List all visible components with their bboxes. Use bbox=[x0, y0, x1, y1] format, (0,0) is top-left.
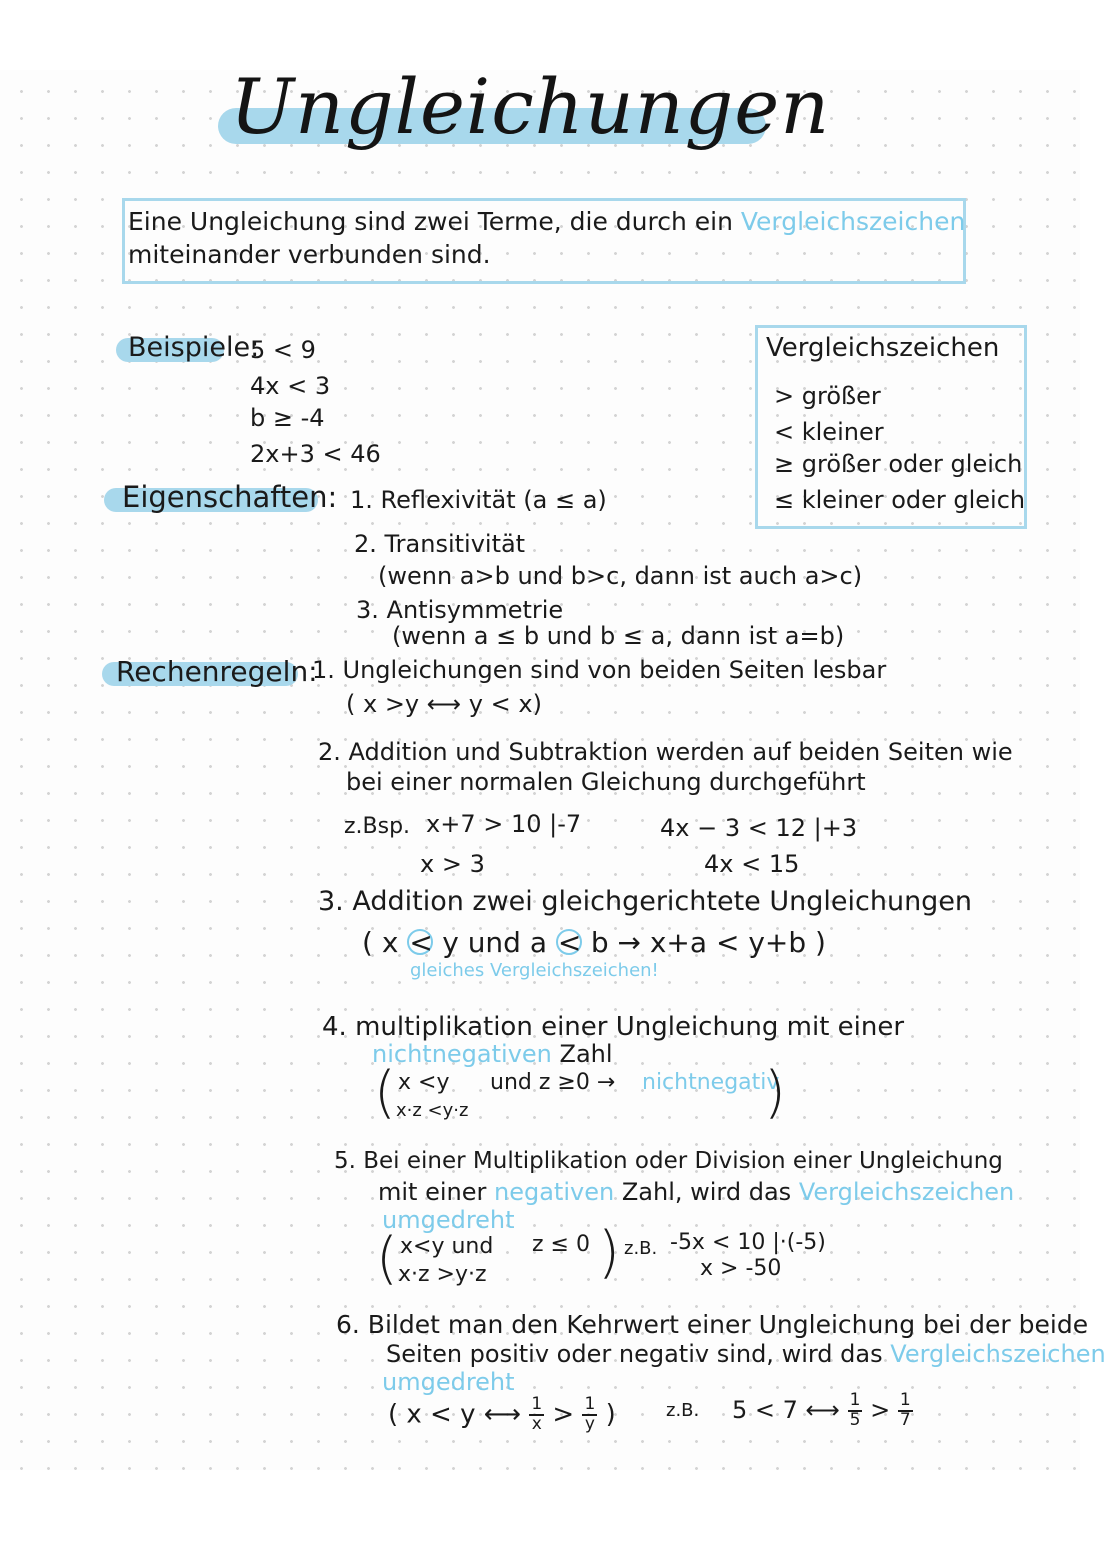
property-transitivity: 2. Transitivität bbox=[354, 530, 526, 558]
comparison-item: < kleiner bbox=[774, 418, 884, 446]
rule-6-example-label: z.B. bbox=[666, 1400, 700, 1421]
rule-1-detail: ( x >y ⟷ y < x) bbox=[346, 690, 542, 718]
rule-5-close-paren: ) bbox=[598, 1220, 620, 1285]
rule-3-title: 3. Addition zwei gleichgerichtete Ungleichungen bbox=[318, 886, 973, 917]
rule-2-example-1b: x > 3 bbox=[420, 850, 485, 878]
rule-4-highlight: nichtnegativen bbox=[372, 1040, 552, 1068]
rule-6-line-2 bbox=[386, 1340, 1106, 1368]
rule-3-mid: y und a bbox=[442, 926, 548, 959]
fraction-1-over-x bbox=[529, 1396, 544, 1434]
rule-3-open: ( x bbox=[362, 926, 399, 959]
rule-5-condition-1: x<y und bbox=[400, 1234, 494, 1259]
fraction-1-over-y bbox=[582, 1396, 597, 1434]
example-item: 4x < 3 bbox=[250, 372, 331, 400]
rule-6-example bbox=[732, 1392, 913, 1430]
rule-2-line-2: bei einer normalen Gleichung durchgeführt bbox=[346, 768, 866, 796]
property-reflexivity: 1. Reflexivität (a ≤ a) bbox=[350, 486, 607, 514]
property-antisymmetry-detail: (wenn a ≤ b und b ≤ a, dann ist a=b) bbox=[392, 622, 845, 650]
rule-3-sign-circled-2: < bbox=[557, 926, 582, 959]
definition-line-1 bbox=[128, 207, 965, 236]
rule-4-after: Zahl bbox=[559, 1040, 613, 1068]
rule-5-brace: ( bbox=[376, 1226, 398, 1291]
rule-3-end: b → x+a < y+b ) bbox=[590, 926, 826, 959]
rule-5-line-2 bbox=[378, 1178, 1014, 1206]
comparison-box-title: Vergleichszeichen bbox=[766, 333, 1000, 363]
fraction-1-over-5 bbox=[848, 1392, 863, 1430]
comparison-item: > größer bbox=[774, 382, 881, 410]
fraction-num: 1 bbox=[899, 1390, 911, 1410]
rule-5-highlight-negative: negativen bbox=[494, 1178, 615, 1206]
rule-6-formula-text: ( x < y ⟷ bbox=[388, 1399, 522, 1430]
property-antisymmetry: 3. Antisymmetrie bbox=[356, 596, 564, 624]
example-item: 2x+3 < 46 bbox=[250, 440, 381, 468]
rule-3-formula bbox=[362, 926, 826, 959]
fraction-num: 1 bbox=[849, 1390, 861, 1410]
properties-label: Eigenschaften: bbox=[122, 480, 338, 514]
rule-6-gt: > bbox=[552, 1399, 575, 1430]
rule-6-highlight: Vergleichszeichen bbox=[890, 1340, 1106, 1368]
fraction-num: 1 bbox=[584, 1394, 596, 1414]
rule-2-example-2b: 4x < 15 bbox=[704, 850, 800, 878]
page-title: Ungleichungen bbox=[230, 62, 831, 151]
definition-highlight: Vergleichszeichen bbox=[740, 207, 966, 236]
rule-4-brace: ( bbox=[374, 1060, 396, 1125]
fraction-den: y bbox=[584, 1413, 595, 1434]
rule-5-line-3: umgedreht bbox=[382, 1206, 515, 1234]
rule-5-line-1: 5. Bei einer Multiplikation oder Division einer Ungleichung bbox=[334, 1148, 1003, 1174]
fraction-den: 7 bbox=[899, 1409, 911, 1430]
rule-6-example-gt: > bbox=[870, 1395, 891, 1424]
rule-4-close-paren: ) bbox=[764, 1060, 786, 1125]
rule-2-line-1: 2. Addition und Subtraktion werden auf beiden Seiten wie bbox=[318, 738, 1013, 766]
example-item: b ≥ -4 bbox=[250, 404, 325, 432]
rule-3-note: gleiches Vergleichszeichen! bbox=[410, 960, 659, 981]
rule-4-line-2 bbox=[372, 1040, 613, 1068]
rule-5-text-a: mit einer bbox=[378, 1178, 487, 1206]
rule-6-example-text: 5 < 7 ⟷ bbox=[732, 1395, 840, 1424]
rule-6-formula bbox=[388, 1396, 616, 1434]
fraction-1-over-7 bbox=[898, 1392, 913, 1430]
fraction-den: 5 bbox=[849, 1409, 861, 1430]
rule-5-z-condition: z ≤ 0 bbox=[532, 1232, 590, 1257]
fraction-num: 1 bbox=[531, 1394, 543, 1414]
rule-6-line-3: umgedreht bbox=[382, 1368, 515, 1396]
rule-5-example-2: x > -50 bbox=[700, 1256, 782, 1281]
rule-2-example-label: z.Bsp. bbox=[344, 814, 411, 839]
rule-4-condition-2: x·z <y·z bbox=[396, 1100, 469, 1121]
definition-line-2: miteinander verbunden sind. bbox=[128, 240, 491, 269]
rule-4-condition-1: x <y bbox=[398, 1070, 450, 1095]
definition-text: Eine Ungleichung sind zwei Terme, die durch ein bbox=[128, 207, 733, 236]
rule-6-close: ) bbox=[605, 1399, 616, 1430]
rule-4-and: und z ≥0 → bbox=[490, 1070, 616, 1095]
rules-label: Rechenregeln: bbox=[116, 655, 318, 688]
rule-6-line-1: 6. Bildet man den Kehrwert einer Ungleichung bei der beide bbox=[336, 1310, 1089, 1339]
examples-label: Beispiele: bbox=[128, 332, 260, 363]
rule-5-text-b: Zahl, wird das bbox=[621, 1178, 792, 1206]
rule-3-sign-circled-1: < bbox=[409, 926, 433, 959]
property-transitivity-detail: (wenn a>b und b>c, dann ist auch a>c) bbox=[378, 562, 863, 590]
example-item: 5 < 9 bbox=[250, 336, 316, 364]
rule-2-example-2a: 4x − 3 < 12 |+3 bbox=[660, 814, 858, 842]
comparison-item: ≥ größer oder gleich bbox=[774, 450, 1023, 478]
rule-5-example-label: z.B. bbox=[624, 1238, 658, 1259]
rule-6-text: Seiten positiv oder negativ sind, wird das bbox=[386, 1340, 883, 1368]
rule-2-example-1a: x+7 > 10 |-7 bbox=[426, 810, 582, 838]
rule-4-note: nichtnegativ bbox=[642, 1070, 780, 1095]
fraction-den: x bbox=[531, 1413, 542, 1434]
rule-1-title: 1. Ungleichungen sind von beiden Seiten lesbar bbox=[312, 656, 887, 684]
rule-5-example-1: -5x < 10 |·(-5) bbox=[670, 1230, 826, 1255]
rule-4-title: 4. multiplikation einer Ungleichung mit einer bbox=[322, 1012, 905, 1042]
comparison-item: ≤ kleiner oder gleich bbox=[774, 486, 1026, 514]
rule-5-condition-2: x·z >y·z bbox=[398, 1262, 487, 1287]
rule-5-highlight-sign: Vergleichszeichen bbox=[798, 1178, 1015, 1206]
